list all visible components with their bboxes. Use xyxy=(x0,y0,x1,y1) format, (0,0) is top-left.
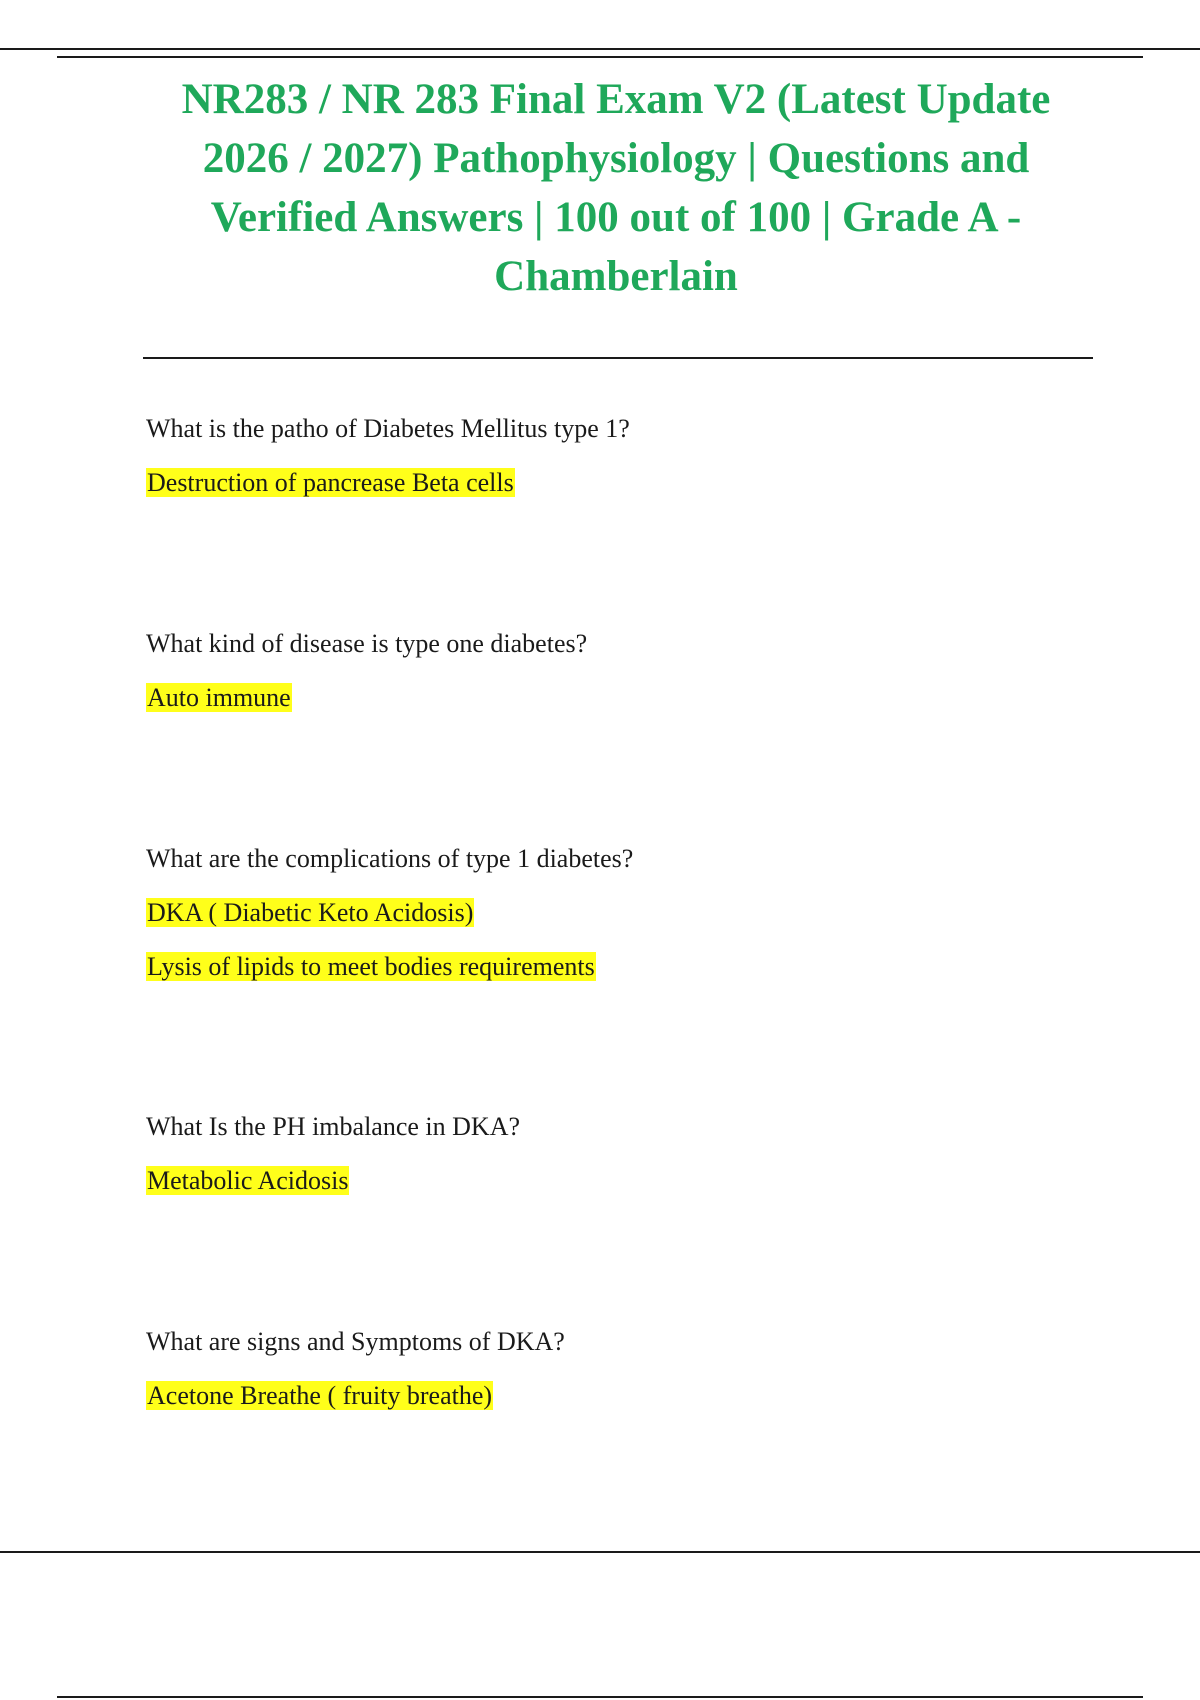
answer-item xyxy=(146,948,1106,986)
answer-item xyxy=(146,464,1106,502)
answer-list xyxy=(146,464,1106,502)
answer-list xyxy=(146,679,1106,717)
qa-item xyxy=(146,1108,1106,1323)
answer-list xyxy=(146,1377,1106,1415)
question-text: What are the complications of type 1 diabetes? xyxy=(146,844,634,873)
qa-item xyxy=(146,625,1106,840)
title-divider xyxy=(143,357,1093,359)
qa-list xyxy=(146,410,1106,1538)
qa-item xyxy=(146,1323,1106,1538)
qa-item xyxy=(146,840,1106,1108)
answer-item xyxy=(146,894,1106,932)
answer-list xyxy=(146,1162,1106,1200)
answer-highlight: Lysis of lipids to meet bodies requirements xyxy=(147,952,595,981)
top-border-inner xyxy=(57,56,1143,58)
document-title: NR283 / NR 283 Final Exam V2 (Latest Update 2026 / 2027) Pathophysiology | Questions and Verified Answers | 100 out of 100 | Grade A - Chamberlain xyxy=(181,76,1051,300)
question-text: What is the patho of Diabetes Mellitus type 1? xyxy=(146,414,630,443)
answer-item xyxy=(146,679,1106,717)
answer-item xyxy=(146,1162,1106,1200)
bottom-border-inner xyxy=(57,1696,1143,1698)
qa-item xyxy=(146,410,1106,625)
answer-highlight: Auto immune xyxy=(147,683,291,712)
question-text: What kind of disease is type one diabetes? xyxy=(146,629,588,658)
answer-highlight: Metabolic Acidosis xyxy=(147,1166,349,1195)
question-text: What Is the PH imbalance in DKA? xyxy=(146,1112,521,1141)
question-text: What are signs and Symptoms of DKA? xyxy=(146,1327,565,1356)
answer-highlight: Destruction of pancrease Beta cells xyxy=(147,468,514,497)
bottom-border-outer xyxy=(0,1551,1200,1553)
answer-list xyxy=(146,894,1106,986)
answer-highlight: Acetone Breathe ( fruity breathe) xyxy=(147,1381,493,1410)
top-border-outer xyxy=(0,48,1200,50)
answer-highlight: DKA ( Diabetic Keto Acidosis) xyxy=(147,898,474,927)
answer-item xyxy=(146,1377,1106,1415)
